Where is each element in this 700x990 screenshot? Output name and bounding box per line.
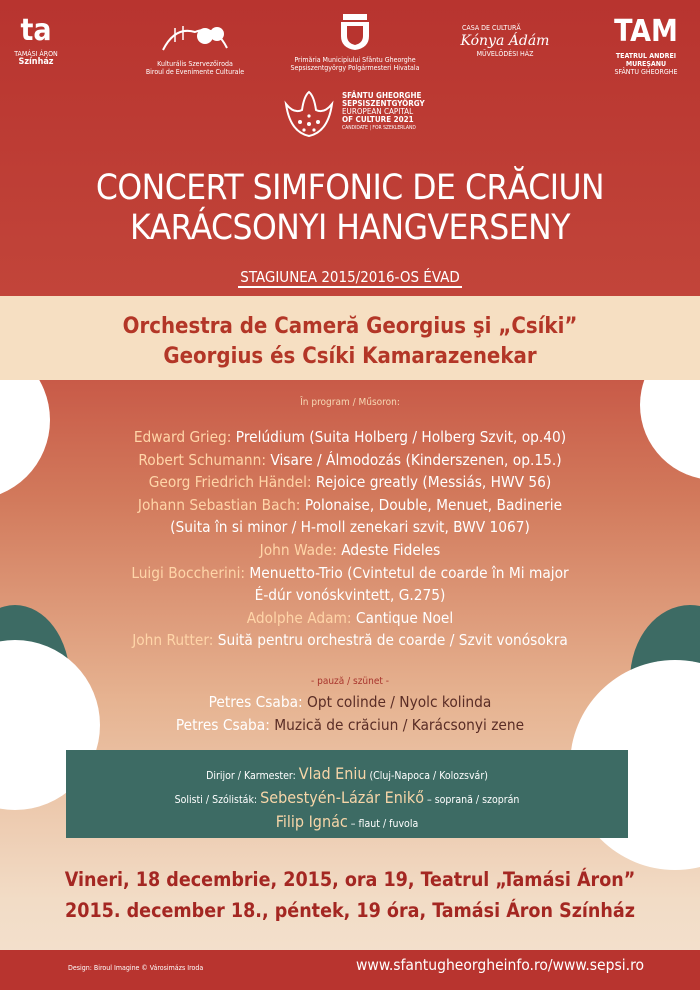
program-item <box>0 471 700 494</box>
work: É-dúr vonóskvintett, G.275) <box>254 586 446 605</box>
program-item <box>0 426 700 449</box>
composer: Robert Schumann: <box>138 450 267 469</box>
performer-flute <box>66 812 628 831</box>
tamasi-mark: ta <box>20 13 52 48</box>
primaria-line1: Primăria Municipiului Sfântu Gheorghe <box>294 56 416 64</box>
composer: Petres Csaba: <box>175 715 270 734</box>
role: Solisti / Szólisták: <box>174 794 261 806</box>
performers-box <box>66 750 628 838</box>
program-list-2 <box>0 691 700 736</box>
name: Filip Ignác <box>275 812 348 831</box>
work: Menuetto-Trio (Cvintetul de coarde în Mi major <box>245 563 569 582</box>
note: – soprană / szoprán <box>424 794 520 806</box>
composer: Georg Friedrich Händel: <box>148 473 312 492</box>
capital-line5: CANDIDATE | FOR SZEKLERLAND <box>342 125 416 131</box>
note: – flaut / fuvola <box>347 818 419 830</box>
tam-line1: TEATRUL ANDREI MUREŞANU <box>615 52 677 68</box>
tam-logo <box>600 16 692 76</box>
casa-line3: MŰVELŐDÉSI HÁZ <box>476 50 534 58</box>
coat-of-arms-icon <box>337 12 373 52</box>
work: Polonaise, Double, Menuet, Badinerie <box>300 495 563 514</box>
date-hu: 2015. december 18., péntek, 19 óra, Tamási Áron Színház <box>65 899 635 922</box>
pause-label: - pauză / szünet - <box>311 676 389 687</box>
program-item <box>0 714 700 737</box>
orchestra-ro: Orchestra de Cameră Georgius şi „Csíki” <box>122 314 578 339</box>
tamasi-line2: Színház <box>18 57 54 67</box>
title-ro: CONCERT SIMFONIC DE CRĂCIUN <box>95 168 605 208</box>
orchestra-hu: Georgius és Csíki Kamarazenekar <box>163 344 537 369</box>
program-item <box>0 584 700 607</box>
design-credit: Design: Biroul Imagine © Városimázs Iroda <box>68 964 204 972</box>
note: (Cluj-Napoca / Kolozsvár) <box>366 770 488 782</box>
primaria-line2: Sepsiszentgyörgy Polgármesteri Hivatala <box>290 64 420 72</box>
title-hu: KARÁCSONYI HANGVERSENY <box>130 208 570 248</box>
program-item <box>0 607 700 630</box>
composer: John Wade: <box>259 540 337 559</box>
program-item <box>0 539 700 562</box>
tam-line2: SFÂNTU GHEORGHE <box>614 68 678 76</box>
theater-masks-icon <box>155 20 235 56</box>
casa-logo <box>450 24 560 58</box>
work: Cantique Noel <box>351 608 454 627</box>
work: Suită pentru orchestră de coarde / Szvit vonósokra <box>213 631 568 650</box>
kultur-line1: Kulturális Szervezőiroda <box>157 60 233 68</box>
tamasi-line1: TAMÁSI ÁRON <box>14 50 58 58</box>
work: (Suita în si minor / H-moll zenekari szvit, BWV 1067) <box>170 518 530 537</box>
capital-line4: OF CULTURE 2021 <box>342 115 414 124</box>
capital-logo <box>280 86 430 146</box>
season-text: STAGIUNEA 2015/2016-OS ÉVAD <box>240 268 460 286</box>
tam-mark: TAM <box>614 14 678 49</box>
name: Vlad Eniu <box>298 764 367 783</box>
program-item <box>0 516 700 539</box>
date-ro: Vineri, 18 decembrie, 2015, ora 19, Teatrul „Tamási Áron” <box>64 868 636 891</box>
work: Rejoice greatly (Messiás, HWV 56) <box>311 473 552 492</box>
composer: Johann Sebastian Bach: <box>137 495 301 514</box>
work: Visare / Álmodozás (Kinderszenen, op.15.) <box>266 450 562 469</box>
casa-line1: CASA DE CULTURĂ <box>462 24 521 32</box>
capital-line3: EUROPEAN CAPITAL <box>342 107 414 116</box>
composer: Adolphe Adam: <box>246 608 352 627</box>
footer <box>0 950 700 990</box>
program-item <box>0 494 700 517</box>
work: Prelúdium (Suita Holberg / Holberg Szvit, op.40) <box>231 428 567 446</box>
composer: Luigi Boccherini: <box>131 563 246 582</box>
composer: Petres Csaba: <box>208 693 303 711</box>
website-link[interactable]: www.sfantugheorgheinfo.ro/www.sepsi.ro <box>356 956 644 974</box>
work: Adeste Fideles <box>336 540 441 559</box>
work: Muzică de crăciun / Karácsonyi zene <box>269 715 525 734</box>
program-item <box>0 449 700 472</box>
capital-line1: SFÂNTU GHEORGHE <box>342 91 422 100</box>
program-item <box>0 562 700 585</box>
performer-soloist <box>66 788 628 807</box>
role: Dirijor / Karmester: <box>206 770 299 782</box>
program-item <box>0 691 700 714</box>
tamasi-logo <box>12 13 60 67</box>
work: Opt colinde / Nyolc kolinda <box>302 693 492 711</box>
capital-line2: SEPSISZENTGYÖRGY <box>342 99 425 108</box>
kultur-logo <box>140 20 250 76</box>
composer: John Rutter: <box>132 631 214 650</box>
season-label <box>0 268 700 286</box>
kultur-line2: Biroul de Evenimente Culturale <box>145 68 245 76</box>
name: Sebestyén-Lázár Enikő <box>260 788 425 807</box>
primaria-logo <box>270 12 440 72</box>
program-label: În program / Műsoron: <box>300 397 400 408</box>
composer: Edward Grieg: <box>133 428 232 446</box>
program-list <box>0 426 700 652</box>
performer-conductor <box>66 764 628 783</box>
program-item <box>0 629 700 652</box>
tulip-icon <box>280 86 338 144</box>
casa-signature: Kónya Ádám <box>460 33 550 49</box>
